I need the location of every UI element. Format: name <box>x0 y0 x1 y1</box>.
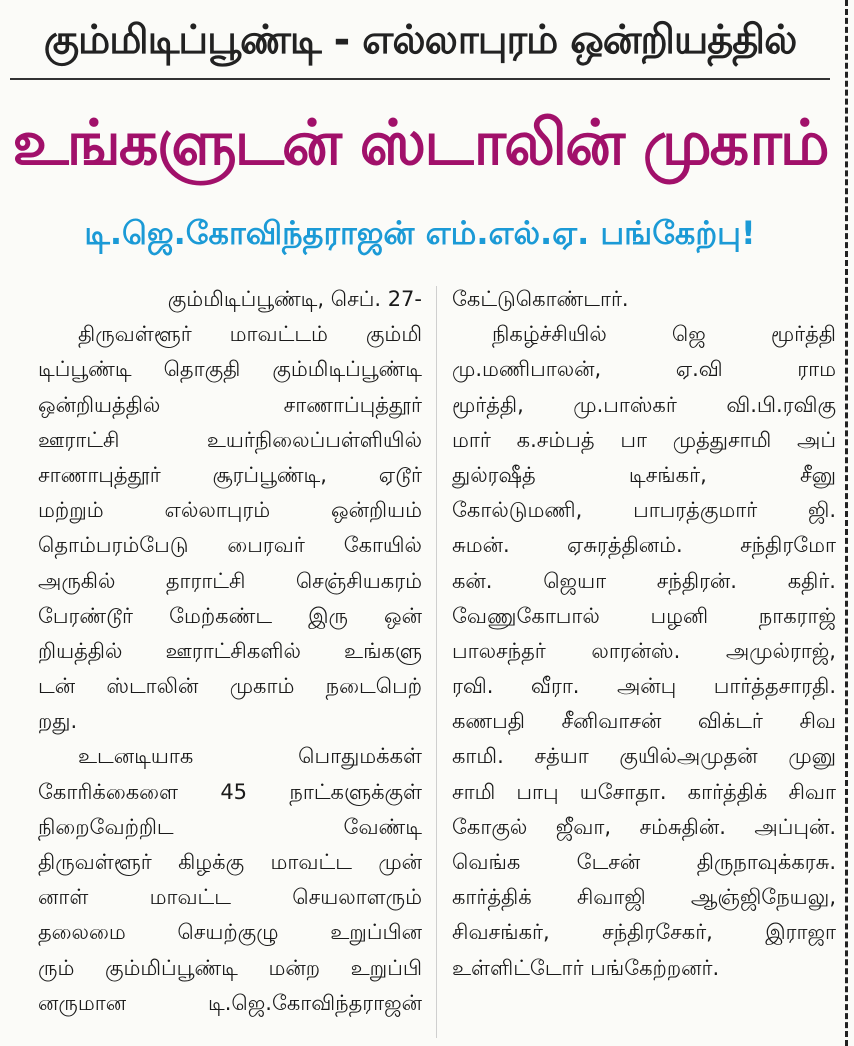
sub-headline: டி.ஜெ.கோவிந்தராஜன் எம்.எல்.ஏ. பங்கேற்பு! <box>84 214 756 252</box>
article-line: மு.மணிபாலன், ஏ.வி ராம <box>452 357 836 382</box>
article-line: ரவி. வீரா. அன்பு பார்த்தசாரதி. <box>452 674 836 699</box>
article-line: சாமி பாபு யசோதா. கார்த்திக் சிவா <box>452 779 836 804</box>
column-divider <box>436 286 437 1038</box>
article-line: உடனடியாக பொதுமக்கள் <box>78 744 422 769</box>
article-line: பேரண்டூர் மேற்கண்ட இரு ஒன் <box>38 603 422 628</box>
article-line: சாணாபுத்தூர் சூரப்பூண்டி, ஏடூர் <box>38 462 422 487</box>
article-line: ஒன்றியத்தில் சாணாப்புத்தூர் <box>38 392 422 417</box>
article-line: ரும் கும்மிப்பூண்டி மன்ற உறுப்பி <box>38 955 422 980</box>
article-line: மூர்த்தி, மு.பாஸ்கர் வி.பி.ரவிகு <box>452 392 836 417</box>
article-line: கோரிக்கைளை 45 நாட்களுக்குள் <box>38 779 422 804</box>
article-line: டன் ஸ்டாலின் முகாம் நடைபெற் <box>38 674 422 699</box>
article-column-right <box>452 282 836 1042</box>
article-line: காமி. சத்யா குயில்அமுதன் முனு <box>452 744 836 769</box>
article-line: அருகில் தாராட்சி செஞ்சியகரம் <box>38 568 422 593</box>
main-headline: உங்களுடன் ஸ்டாலின் முகாம் <box>12 106 828 179</box>
article-line: கணபதி சீனிவாசன் விக்டர் சிவ <box>452 709 836 734</box>
dateline: கும்மிடிப்பூண்டி, செப். 27- <box>167 287 422 311</box>
article-line: உள்ளிட்டோர் பங்கேற்றனர். <box>452 955 720 980</box>
article-line: கோகுல் ஜீவா, சம்சுதின். அப்புன். <box>452 814 836 839</box>
article-line: கேட்டுகொண்டார். <box>452 287 629 311</box>
article-line: நிறைவேற்றிட வேண்டி <box>38 814 422 839</box>
article-line: னாள் மாவட்ட செயலாளரும் <box>38 885 422 910</box>
article-line: கன். ஜெயா சந்திரன். கதிர். <box>452 568 836 593</box>
dashed-cut-border <box>845 0 848 1046</box>
article-line: சிவசங்கர், சந்திரசேகர், இராஜா <box>452 920 836 945</box>
article-line: தலைமை செயற்குழு உறுப்பின <box>38 920 422 945</box>
article-line: பாலசந்தர் லாரன்ஸ். அமுல்ராஜ், <box>452 638 836 663</box>
article-column-left <box>38 282 422 1042</box>
article-line: துல்ரஷீத் டிசங்கர், சீனு <box>452 462 836 487</box>
article-line: கார்த்திக் சிவாஜி ஆஞ்ஜிநேயலு, <box>452 885 836 910</box>
article-line: திருவள்ளூர் கிழக்கு மாவட்ட முன் <box>38 850 422 874</box>
article-line: வேணுகோபால் பழனி நாகராஜ் <box>452 603 836 628</box>
article-line: றது. <box>38 709 78 734</box>
article-line: தொம்பரம்பேடு பைரவர் கோயில் <box>38 533 422 558</box>
article-line: டிப்பூண்டி தொகுதி கும்மிடிப்பூண்டி <box>38 357 422 382</box>
article-line: திருவள்ளூர் மாவட்டம் கும்மி <box>78 322 422 347</box>
article-line: மார் க.சம்பத் பா முத்துசாமி அப் <box>452 427 836 452</box>
article-line: ஊராட்சி உயர்நிலைப்பள்ளியில் <box>38 427 422 452</box>
article-line: சுமன். ஏசுரத்தினம். சந்திரமோ <box>452 533 836 558</box>
article-line: நிகழ்ச்சியில் ஜெ மூர்த்தி <box>492 322 836 347</box>
article-line: னருமான டி.ஜெ.கோவிந்தராஜன் <box>38 990 422 1015</box>
kicker-headline: கும்மிடிப்பூண்டி - எல்லாபுரம் ஒன்றியத்தில் <box>43 17 797 63</box>
headline-rule <box>10 78 830 80</box>
article-line: றியத்தில் ஊராட்சிகளில் உங்களு <box>38 638 422 663</box>
article-line: கோல்டுமணி, பாபரத்குமார் ஜி. <box>452 498 836 523</box>
article-line: மற்றும் எல்லாபுரம் ஒன்றியம் <box>38 498 422 523</box>
article-line: வெங்க டேசன் திருநாவுக்கரசு. <box>452 850 836 874</box>
